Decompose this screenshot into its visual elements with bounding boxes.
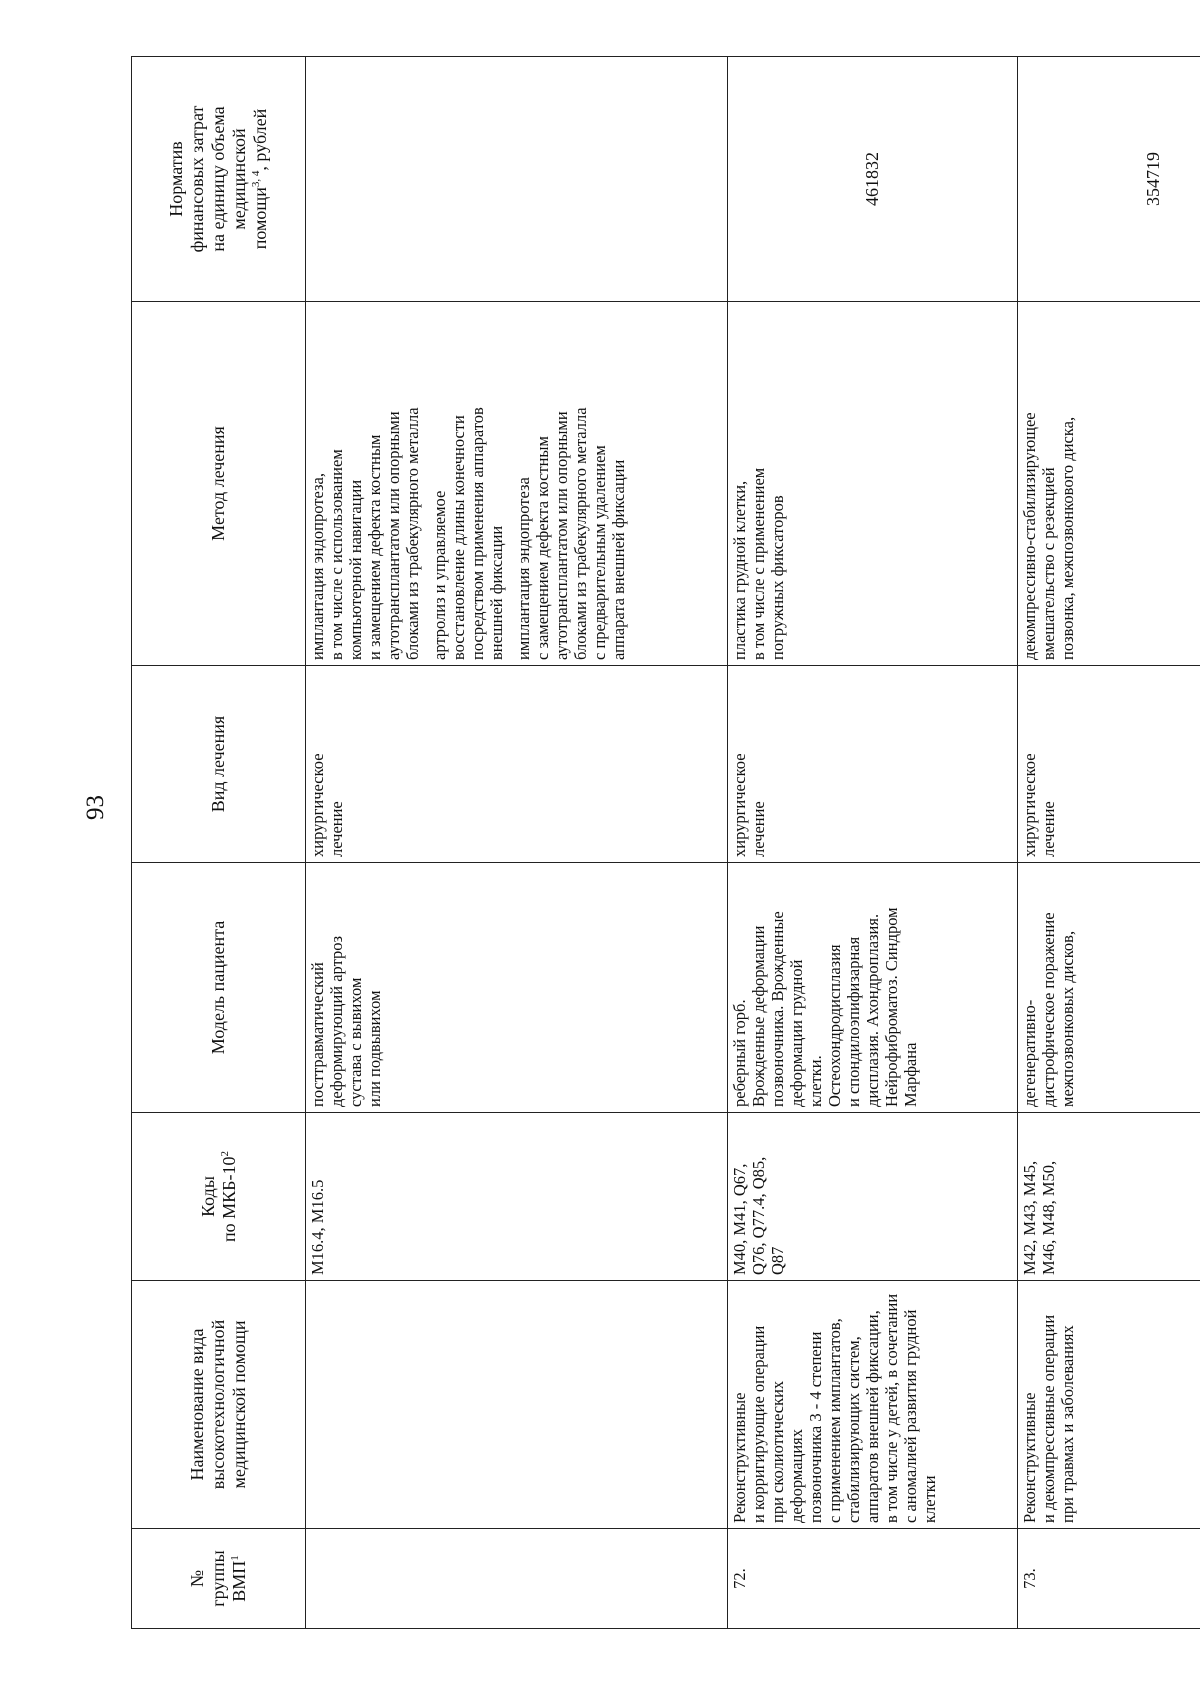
- vmp-name-cell: Реконструктивные и декомпрессивные операции при травмах и заболеваниях: [1018, 1281, 1200, 1529]
- treatment-type-cell: хирургическое лечение: [1018, 666, 1200, 863]
- treatment-type-cell: хирургическое лечение: [306, 666, 728, 863]
- page-number: 93: [82, 795, 109, 820]
- treatment-type-cell: хирургическое лечение: [728, 666, 1018, 863]
- vmp-table: [131, 56, 1200, 1629]
- treatment-method-text: имплантация эндопротеза, в том числе с использованием компьютерной навигации и замещением дефекта костным аутотрансплантатом или опорными блоками из трабекулярного металла: [308, 407, 422, 660]
- icd-codes-cell: M42, M43, M45, M46, M48, M50,: [1018, 1113, 1200, 1281]
- cost-norm-cell: [306, 57, 728, 302]
- group-number-cell: [306, 1529, 728, 1629]
- group-number-cell: 73.: [1018, 1529, 1200, 1629]
- treatment-method-cell: [306, 302, 728, 666]
- table-row: [306, 57, 728, 1629]
- header-row: [132, 57, 306, 1629]
- header-group-number: № группы ВМП$^1$: [132, 1529, 306, 1629]
- header-treatment-type: Вид лечения: [132, 666, 306, 863]
- treatment-method-cell: декомпрессивно-стабилизирующее вмешательство с резекцией позвонка, межпозвонкового диска,: [1018, 302, 1200, 666]
- cost-norm-cell: 461832: [728, 57, 1018, 302]
- header-cost-norm: Норматив финансовых затрат на единицу объема медицинской помощи$^{3, 4}$, рублей: [132, 57, 306, 302]
- treatment-method-cell: пластика грудной клетки, в том числе с применением погружных фиксаторов: [728, 302, 1018, 666]
- treatment-method-text: артролиз и управляемое восстановление длины конечности посредством применения аппаратов внешней фиксации: [430, 407, 506, 660]
- header-patient-model: Модель пациента: [132, 863, 306, 1113]
- icd-codes-cell: M16.4, M16.5: [306, 1113, 728, 1281]
- rotated-page-content: [131, 57, 1200, 1629]
- header-vmp-name: Наименование вида высокотехнологичной медицинской помощи: [132, 1281, 306, 1529]
- table-row: [1018, 57, 1200, 1629]
- patient-model-cell: реберный горб. Врожденные деформации позвоночника. Врожденные деформации грудной клетки. Остеохондродисплазия и спондилоэпифизарная дисплазия. Ахондроплазия. Нейрофиброматоз. Синдром Марфана: [728, 863, 1018, 1113]
- patient-model-cell: дегенеративно- дистрофическое поражение межпозвонковых дисков,: [1018, 863, 1200, 1113]
- header-icd-codes: Коды по МКБ-$10^2$: [132, 1113, 306, 1281]
- treatment-method-text: имплантация эндопротеза с замещением дефекта костным аутотрансплантатом или опорными блоками из трабекулярного металла с предварительным удалением аппарата внешней фиксации: [514, 407, 628, 660]
- vmp-name-cell: [306, 1281, 728, 1529]
- group-number-cell: 72.: [728, 1529, 1018, 1629]
- icd-codes-cell: M40, M41, Q67, Q76, Q77.4, Q85, Q87: [728, 1113, 1018, 1281]
- cost-norm-cell: 354719: [1018, 57, 1200, 302]
- vmp-name-cell: Реконструктивные и корригирующие операции при сколиотических деформациях позвоночника 3 - 4 степени с применением имплантатов, стабилизирующих систем, аппаратов внешней фиксации, в том числе у детей, в сочетании с аномалией развития грудной клетки: [728, 1281, 1018, 1529]
- table-row: [728, 57, 1018, 1629]
- patient-model-cell: посттравматический деформирующий артроз сустава с вывихом или подвывихом: [306, 863, 728, 1113]
- header-treatment-method: Метод лечения: [132, 302, 306, 666]
